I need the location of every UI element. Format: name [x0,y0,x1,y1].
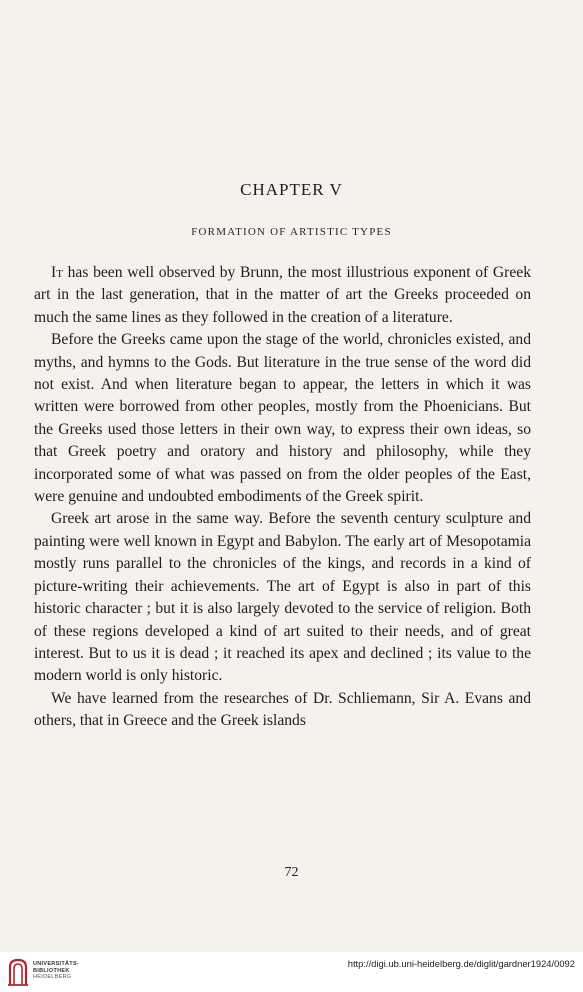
page-number: 72 [284,865,299,880]
paragraph [34,688,531,733]
library-name-line: HEIDELBERG [33,974,72,981]
library-name [33,961,79,981]
paragraph-text: We have learned from the researches of Dr. Schliemann, Sir A. Evans and others, that in Greece and the Greek islands [34,689,531,730]
paragraph [34,508,531,687]
paragraph-text: Before the Greeks came upon the stage of the world, chronicles existed, and myths, and hymns to the Gods. But literature in the true sense of the word did not exist. And when literature began to appear, the letters in which it was written were borrowed from other peoples, mostly from the Phoenicians. But the Greeks used those letters in their own way, to express their own ideas, so that Greek poetry and oratory and history and philosophy, while they incorporated some of what was passed on from the older peoples of the East, were genuine and undoubted embodiments of the Greek spirit. [34,331,531,506]
paragraph-text: Greek art arose in the same way. Before the seventh century sculpture and painting were well known in Egypt and Babylon. The early art of Mesopotamia mostly runs parallel to the chronicles of the kings, and records in a kind of picture-writing their achievements. The art of Egypt is also in part of this historic character ; but it is also largely devoted to the service of religion. Both of these regions developed a kind of art suited to their needs, and of great interest. But to us it is dead ; it reached its apex and declined ; its value to the modern world is only historic. [34,510,531,685]
paragraph-text: has been well observed by Brunn, the most illustrious exponent of Greek art in the last generation, that in the matter of art the Greeks proceeded on much the same lines as they followed in the creation of a literature. [34,264,531,326]
library-name-line: BIBLIOTHEK [33,967,70,974]
paragraph [34,262,531,329]
library-logo-icon[interactable] [7,957,29,987]
body-text [34,262,531,733]
paragraph [34,329,531,508]
permalink-url[interactable]: http://digi.ub.uni-heidelberg.de/diglit/gardner1924/0092 [347,958,575,969]
library-name-line: UNIVERSITÄTS- [33,961,80,967]
paragraph-lead-word: It [51,264,63,281]
chapter-title: CHAPTER V [240,180,343,199]
viewer-footer [0,952,583,992]
section-title: FORMATION OF ARTISTIC TYPES [191,226,392,238]
